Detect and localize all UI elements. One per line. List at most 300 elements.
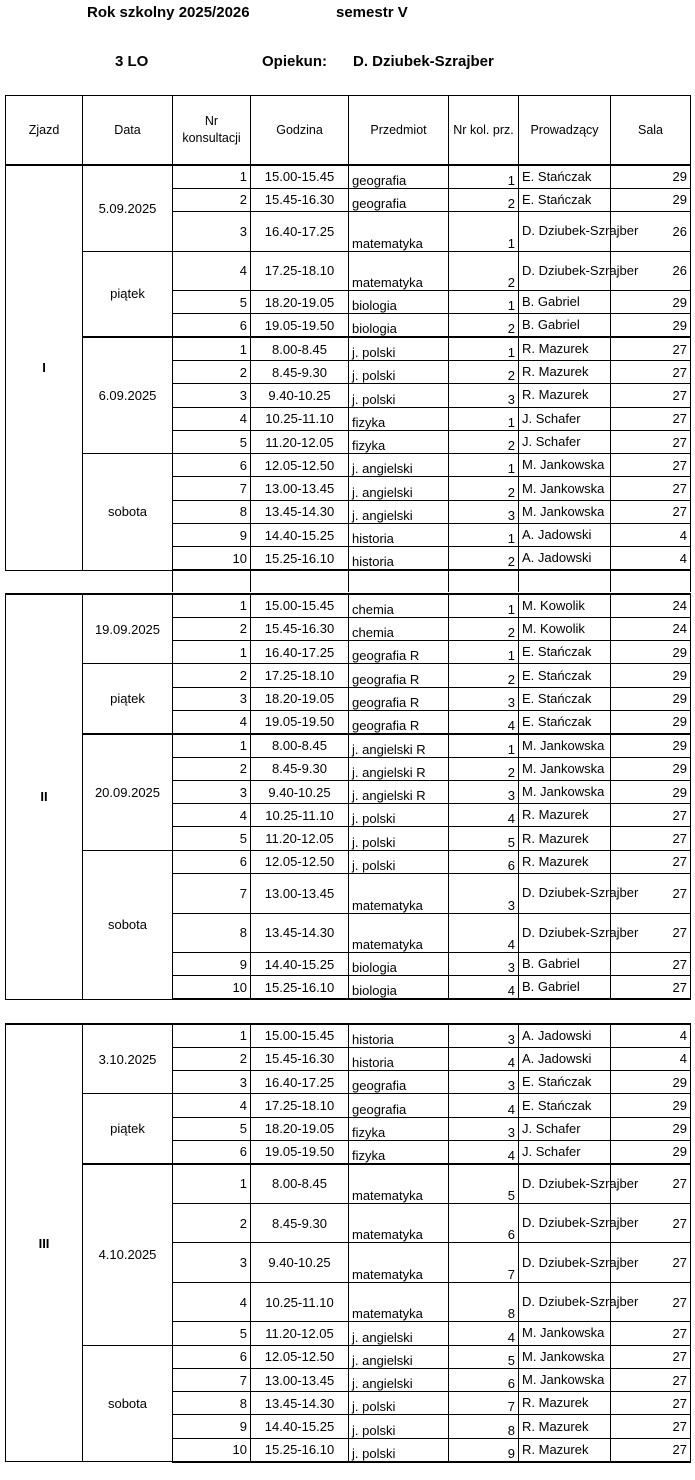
time-cell: 14.40-15.25 bbox=[251, 953, 349, 976]
room-cell: 24 bbox=[611, 617, 691, 640]
subject-hour-number: 1 bbox=[449, 524, 519, 547]
weekday-cell: piątek bbox=[83, 664, 173, 734]
consultation-number: 2 bbox=[173, 188, 251, 211]
subject-cell: geografia R bbox=[349, 664, 449, 687]
time-cell: 19.05-19.50 bbox=[251, 710, 349, 733]
time-cell: 19.05-19.50 bbox=[251, 314, 349, 337]
subject-hour-number: 7 bbox=[449, 1243, 519, 1283]
column-header-nr-kol: Nr kol. prz. bbox=[449, 96, 519, 165]
teacher-cell: J. Schafer bbox=[519, 1140, 611, 1163]
room-cell: 29 bbox=[611, 664, 691, 687]
time-cell: 15.25-16.10 bbox=[251, 1438, 349, 1461]
subject-hour-number: 2 bbox=[449, 477, 519, 500]
spacer-cell bbox=[348, 570, 448, 592]
time-cell: 15.45-16.30 bbox=[251, 617, 349, 640]
consultation-number: 1 bbox=[173, 165, 251, 188]
subject-hour-number: 4 bbox=[449, 710, 519, 733]
weekday-cell: sobota bbox=[83, 454, 173, 570]
teacher-cell: R. Mazurek bbox=[519, 850, 611, 873]
teacher-cell: A. Jadowski bbox=[519, 547, 611, 570]
consultation-number: 2 bbox=[173, 664, 251, 687]
room-cell: 27 bbox=[611, 1282, 691, 1322]
spacer-cell bbox=[82, 570, 172, 592]
teacher-cell: M. Kowolik bbox=[519, 594, 611, 617]
consultation-number: 9 bbox=[173, 1415, 251, 1438]
subject-hour-number: 4 bbox=[449, 1047, 519, 1070]
consultation-number: 5 bbox=[173, 827, 251, 850]
room-cell: 27 bbox=[611, 1243, 691, 1283]
time-cell: 19.05-19.50 bbox=[251, 1140, 349, 1163]
date-cell: 5.09.2025 bbox=[83, 165, 173, 251]
subject-cell: j. angielski R bbox=[349, 757, 449, 780]
consultation-number: 9 bbox=[173, 953, 251, 976]
subject-cell: j. polski bbox=[349, 1438, 449, 1461]
time-cell: 13.45-14.30 bbox=[251, 1392, 349, 1415]
time-cell: 16.40-17.25 bbox=[251, 641, 349, 664]
subject-cell: chemia bbox=[349, 594, 449, 617]
subject-hour-number: 3 bbox=[449, 953, 519, 976]
subject-cell: j. polski bbox=[349, 1415, 449, 1438]
room-cell: 27 bbox=[611, 360, 691, 383]
consultation-number: 3 bbox=[173, 212, 251, 252]
subject-cell: fizyka bbox=[349, 1117, 449, 1140]
subject-hour-number: 4 bbox=[449, 1140, 519, 1163]
spacer-cell bbox=[518, 570, 610, 592]
time-cell: 10.25-11.10 bbox=[251, 804, 349, 827]
time-cell: 13.00-13.45 bbox=[251, 874, 349, 914]
spacer-cell bbox=[610, 570, 690, 592]
subject-cell: j. angielski bbox=[349, 1345, 449, 1368]
time-cell: 16.40-17.25 bbox=[251, 212, 349, 252]
subject-hour-number: 2 bbox=[449, 314, 519, 337]
semester: semestr V bbox=[336, 4, 408, 21]
room-cell: 27 bbox=[611, 976, 691, 999]
tutor-name: D. Dziubek-Szrajber bbox=[353, 53, 494, 70]
room-cell: 29 bbox=[611, 687, 691, 710]
consultation-number: 3 bbox=[173, 780, 251, 803]
subject-hour-number: 6 bbox=[449, 1203, 519, 1243]
schedule-table bbox=[5, 95, 691, 165]
room-cell: 29 bbox=[611, 1117, 691, 1140]
subject-cell: j. polski bbox=[349, 384, 449, 407]
room-cell: 27 bbox=[611, 1322, 691, 1345]
room-cell: 26 bbox=[611, 251, 691, 291]
consultation-number: 4 bbox=[173, 1094, 251, 1117]
subject-hour-number: 1 bbox=[449, 454, 519, 477]
subject-cell: geografia bbox=[349, 1094, 449, 1117]
time-cell: 12.05-12.50 bbox=[251, 1345, 349, 1368]
teacher-cell: R. Mazurek bbox=[519, 1438, 611, 1461]
subject-cell: biologia bbox=[349, 314, 449, 337]
room-cell: 27 bbox=[611, 430, 691, 453]
subject-cell: geografia R bbox=[349, 641, 449, 664]
teacher-cell: D. Dziubek-Szrajber bbox=[519, 1203, 611, 1243]
spacer-cell bbox=[5, 570, 82, 592]
teacher-cell: E. Stańczak bbox=[519, 641, 611, 664]
header-row bbox=[6, 96, 691, 165]
session-label: I bbox=[6, 165, 83, 570]
time-cell: 11.20-12.05 bbox=[251, 430, 349, 453]
subject-hour-number: 1 bbox=[449, 407, 519, 430]
time-cell: 15.00-15.45 bbox=[251, 165, 349, 188]
teacher-cell: R. Mazurek bbox=[519, 804, 611, 827]
subject-cell: j. polski bbox=[349, 337, 449, 360]
teacher-cell: D. Dziubek-Szrajber bbox=[519, 251, 611, 291]
consultation-number: 5 bbox=[173, 1117, 251, 1140]
room-cell: 27 bbox=[611, 1164, 691, 1204]
subject-hour-number: 3 bbox=[449, 500, 519, 523]
room-cell: 27 bbox=[611, 1415, 691, 1438]
teacher-cell: E. Stańczak bbox=[519, 188, 611, 211]
time-cell: 13.45-14.30 bbox=[251, 500, 349, 523]
teacher-cell: E. Stańczak bbox=[519, 687, 611, 710]
consultation-number: 6 bbox=[173, 1140, 251, 1163]
column-header-godzina: Godzina bbox=[251, 96, 349, 165]
room-cell: 27 bbox=[611, 454, 691, 477]
date-cell: 3.10.2025 bbox=[83, 1024, 173, 1094]
room-cell: 27 bbox=[611, 1345, 691, 1368]
time-cell: 15.45-16.30 bbox=[251, 188, 349, 211]
consultation-number: 10 bbox=[173, 1438, 251, 1461]
room-cell: 27 bbox=[611, 1438, 691, 1461]
consultation-number: 5 bbox=[173, 1322, 251, 1345]
subject-cell: biologia bbox=[349, 291, 449, 314]
teacher-cell: R. Mazurek bbox=[519, 1392, 611, 1415]
teacher-cell: D. Dziubek-Szrajber bbox=[519, 1243, 611, 1283]
room-cell: 27 bbox=[611, 1203, 691, 1243]
teacher-cell: R. Mazurek bbox=[519, 827, 611, 850]
teacher-cell: R. Mazurek bbox=[519, 1415, 611, 1438]
subject-hour-number: 4 bbox=[449, 1322, 519, 1345]
room-cell: 4 bbox=[611, 547, 691, 570]
table-row bbox=[6, 1094, 691, 1117]
consultation-number: 5 bbox=[173, 291, 251, 314]
consultation-number: 1 bbox=[173, 594, 251, 617]
time-cell: 17.25-18.10 bbox=[251, 1094, 349, 1117]
subject-cell: matematyka bbox=[349, 913, 449, 953]
time-cell: 8.00-8.45 bbox=[251, 734, 349, 757]
consultation-number: 2 bbox=[173, 1047, 251, 1070]
weekday-cell: piątek bbox=[83, 251, 173, 337]
time-cell: 15.00-15.45 bbox=[251, 1024, 349, 1047]
subject-cell: j. angielski bbox=[349, 1368, 449, 1391]
subject-cell: j. polski bbox=[349, 850, 449, 873]
consultation-number: 4 bbox=[173, 804, 251, 827]
subject-hour-number: 2 bbox=[449, 547, 519, 570]
subject-cell: geografia bbox=[349, 188, 449, 211]
subject-cell: biologia bbox=[349, 976, 449, 999]
spacer-row bbox=[5, 570, 690, 592]
subject-cell: historia bbox=[349, 547, 449, 570]
tutor-label: Opiekun: bbox=[262, 53, 328, 70]
teacher-cell: J. Schafer bbox=[519, 430, 611, 453]
teacher-cell: M. Jankowska bbox=[519, 1368, 611, 1391]
room-cell: 27 bbox=[611, 500, 691, 523]
column-header-przedmiot: Przedmiot bbox=[349, 96, 449, 165]
consultation-number: 2 bbox=[173, 360, 251, 383]
subject-hour-number: 4 bbox=[449, 804, 519, 827]
room-cell: 27 bbox=[611, 913, 691, 953]
subject-hour-number: 4 bbox=[449, 976, 519, 999]
subject-cell: j. polski bbox=[349, 804, 449, 827]
time-cell: 13.45-14.30 bbox=[251, 913, 349, 953]
table-row bbox=[6, 1024, 691, 1047]
subject-hour-number: 1 bbox=[449, 212, 519, 252]
subject-cell: geografia bbox=[349, 1071, 449, 1094]
time-cell: 8.00-8.45 bbox=[251, 337, 349, 360]
subject-hour-number: 1 bbox=[449, 594, 519, 617]
subject-cell: j. polski bbox=[349, 360, 449, 383]
time-cell: 9.40-10.25 bbox=[251, 1243, 349, 1283]
time-cell: 13.00-13.45 bbox=[251, 477, 349, 500]
consultation-number: 1 bbox=[173, 1164, 251, 1204]
subject-hour-number: 1 bbox=[449, 337, 519, 360]
schedule-table bbox=[5, 593, 691, 1000]
weekday-cell: piątek bbox=[83, 1094, 173, 1164]
subject-cell: j. angielski R bbox=[349, 780, 449, 803]
table-row bbox=[6, 664, 691, 687]
time-cell: 10.25-11.10 bbox=[251, 1282, 349, 1322]
room-cell: 29 bbox=[611, 314, 691, 337]
consultation-number: 3 bbox=[173, 1071, 251, 1094]
teacher-cell: A. Jadowski bbox=[519, 524, 611, 547]
teacher-cell: B. Gabriel bbox=[519, 314, 611, 337]
teacher-cell: J. Schafer bbox=[519, 1117, 611, 1140]
room-cell: 4 bbox=[611, 1024, 691, 1047]
time-cell: 17.25-18.10 bbox=[251, 664, 349, 687]
room-cell: 27 bbox=[611, 874, 691, 914]
room-cell: 27 bbox=[611, 1392, 691, 1415]
teacher-cell: M. Jankowska bbox=[519, 780, 611, 803]
teacher-cell: E. Stańczak bbox=[519, 165, 611, 188]
teacher-cell: B. Gabriel bbox=[519, 976, 611, 999]
subject-hour-number: 3 bbox=[449, 1024, 519, 1047]
subject-hour-number: 1 bbox=[449, 291, 519, 314]
room-cell: 26 bbox=[611, 212, 691, 252]
schedule-table bbox=[5, 1023, 691, 1463]
consultation-number: 2 bbox=[173, 617, 251, 640]
time-cell: 8.00-8.45 bbox=[251, 1164, 349, 1204]
consultation-number: 1 bbox=[173, 337, 251, 360]
date-cell: 20.09.2025 bbox=[83, 734, 173, 850]
subject-hour-number: 2 bbox=[449, 360, 519, 383]
subject-hour-number: 7 bbox=[449, 1392, 519, 1415]
table-row bbox=[6, 1164, 691, 1204]
time-cell: 14.40-15.25 bbox=[251, 524, 349, 547]
time-cell: 15.25-16.10 bbox=[251, 547, 349, 570]
room-cell: 29 bbox=[611, 188, 691, 211]
room-cell: 27 bbox=[611, 827, 691, 850]
room-cell: 29 bbox=[611, 165, 691, 188]
consultation-number: 6 bbox=[173, 314, 251, 337]
consultation-number: 6 bbox=[173, 454, 251, 477]
table-row bbox=[6, 734, 691, 757]
teacher-cell: E. Stańczak bbox=[519, 710, 611, 733]
teacher-cell: M. Jankowska bbox=[519, 757, 611, 780]
time-cell: 12.05-12.50 bbox=[251, 454, 349, 477]
subject-hour-number: 3 bbox=[449, 1117, 519, 1140]
room-cell: 27 bbox=[611, 337, 691, 360]
consultation-number: 7 bbox=[173, 874, 251, 914]
room-cell: 27 bbox=[611, 384, 691, 407]
teacher-cell: A. Jadowski bbox=[519, 1047, 611, 1070]
subject-cell: biologia bbox=[349, 953, 449, 976]
subject-cell: j. polski bbox=[349, 1392, 449, 1415]
date-cell: 4.10.2025 bbox=[83, 1164, 173, 1345]
table-row bbox=[6, 454, 691, 477]
subject-cell: matematyka bbox=[349, 1164, 449, 1204]
consultation-number: 4 bbox=[173, 407, 251, 430]
subject-hour-number: 1 bbox=[449, 734, 519, 757]
table-row bbox=[6, 165, 691, 188]
room-cell: 4 bbox=[611, 1047, 691, 1070]
subject-hour-number: 2 bbox=[449, 430, 519, 453]
subject-hour-number: 2 bbox=[449, 188, 519, 211]
room-cell: 27 bbox=[611, 850, 691, 873]
consultation-number: 4 bbox=[173, 251, 251, 291]
teacher-cell: J. Schafer bbox=[519, 407, 611, 430]
time-cell: 17.25-18.10 bbox=[251, 251, 349, 291]
teacher-cell: M. Jankowska bbox=[519, 1345, 611, 1368]
subject-hour-number: 8 bbox=[449, 1282, 519, 1322]
subject-cell: j. angielski bbox=[349, 500, 449, 523]
subject-hour-number: 3 bbox=[449, 1071, 519, 1094]
room-cell: 29 bbox=[611, 641, 691, 664]
spacer-cell bbox=[250, 570, 348, 592]
consultation-number: 7 bbox=[173, 477, 251, 500]
time-cell: 9.40-10.25 bbox=[251, 780, 349, 803]
room-cell: 27 bbox=[611, 953, 691, 976]
subject-cell: j. angielski bbox=[349, 477, 449, 500]
subject-cell: j. polski bbox=[349, 827, 449, 850]
consultation-number: 3 bbox=[173, 687, 251, 710]
consultation-number: 8 bbox=[173, 1392, 251, 1415]
room-cell: 29 bbox=[611, 734, 691, 757]
subject-hour-number: 3 bbox=[449, 780, 519, 803]
consultation-number: 8 bbox=[173, 913, 251, 953]
subject-hour-number: 6 bbox=[449, 1368, 519, 1391]
subject-hour-number: 5 bbox=[449, 1345, 519, 1368]
teacher-cell: M. Kowolik bbox=[519, 617, 611, 640]
subject-cell: matematyka bbox=[349, 1282, 449, 1322]
room-cell: 29 bbox=[611, 1140, 691, 1163]
subject-hour-number: 2 bbox=[449, 617, 519, 640]
consultation-number: 6 bbox=[173, 1345, 251, 1368]
teacher-cell: M. Jankowska bbox=[519, 454, 611, 477]
teacher-cell: R. Mazurek bbox=[519, 384, 611, 407]
weekday-cell: sobota bbox=[83, 850, 173, 999]
time-cell: 12.05-12.50 bbox=[251, 850, 349, 873]
subject-hour-number: 1 bbox=[449, 165, 519, 188]
subject-cell: matematyka bbox=[349, 251, 449, 291]
weekday-cell: sobota bbox=[83, 1345, 173, 1461]
date-cell: 19.09.2025 bbox=[83, 594, 173, 664]
subject-cell: historia bbox=[349, 1024, 449, 1047]
subject-cell: j. angielski bbox=[349, 1322, 449, 1345]
teacher-cell: D. Dziubek-Szrajber bbox=[519, 913, 611, 953]
column-header-sala: Sala bbox=[611, 96, 691, 165]
subject-cell: matematyka bbox=[349, 212, 449, 252]
teacher-cell: D. Dziubek-Szrajber bbox=[519, 874, 611, 914]
room-cell: 27 bbox=[611, 1368, 691, 1391]
room-cell: 24 bbox=[611, 594, 691, 617]
subject-cell: j. angielski R bbox=[349, 734, 449, 757]
subject-hour-number: 2 bbox=[449, 251, 519, 291]
class-name: 3 LO bbox=[115, 53, 149, 70]
subject-cell: historia bbox=[349, 524, 449, 547]
subject-cell: fizyka bbox=[349, 430, 449, 453]
table-row bbox=[6, 337, 691, 360]
column-header-prowadzacy: Prowadzący bbox=[519, 96, 611, 165]
teacher-cell: E. Stańczak bbox=[519, 1071, 611, 1094]
room-cell: 29 bbox=[611, 1071, 691, 1094]
subject-hour-number: 3 bbox=[449, 874, 519, 914]
consultation-number: 1 bbox=[173, 641, 251, 664]
subject-cell: geografia bbox=[349, 165, 449, 188]
consultation-number: 6 bbox=[173, 850, 251, 873]
schedule-table bbox=[5, 570, 691, 592]
time-cell: 15.00-15.45 bbox=[251, 594, 349, 617]
subject-cell: j. angielski bbox=[349, 454, 449, 477]
teacher-cell: E. Stańczak bbox=[519, 664, 611, 687]
subject-hour-number: 6 bbox=[449, 850, 519, 873]
room-cell: 29 bbox=[611, 710, 691, 733]
subject-hour-number: 1 bbox=[449, 641, 519, 664]
teacher-cell: M. Jankowska bbox=[519, 734, 611, 757]
subject-hour-number: 3 bbox=[449, 384, 519, 407]
subject-hour-number: 5 bbox=[449, 827, 519, 850]
time-cell: 15.45-16.30 bbox=[251, 1047, 349, 1070]
consultation-number: 3 bbox=[173, 1243, 251, 1283]
date-cell: 6.09.2025 bbox=[83, 337, 173, 453]
time-cell: 8.45-9.30 bbox=[251, 360, 349, 383]
subject-hour-number: 4 bbox=[449, 1094, 519, 1117]
consultation-number: 5 bbox=[173, 430, 251, 453]
teacher-cell: D. Dziubek-Szrajber bbox=[519, 1282, 611, 1322]
consultation-number: 10 bbox=[173, 547, 251, 570]
time-cell: 8.45-9.30 bbox=[251, 757, 349, 780]
time-cell: 13.00-13.45 bbox=[251, 1368, 349, 1391]
time-cell: 11.20-12.05 bbox=[251, 1322, 349, 1345]
room-cell: 4 bbox=[611, 524, 691, 547]
schedule-table bbox=[5, 164, 691, 571]
consultation-number: 1 bbox=[173, 1024, 251, 1047]
teacher-cell: B. Gabriel bbox=[519, 953, 611, 976]
teacher-cell: M. Jankowska bbox=[519, 1322, 611, 1345]
time-cell: 18.20-19.05 bbox=[251, 1117, 349, 1140]
subject-cell: matematyka bbox=[349, 874, 449, 914]
time-cell: 11.20-12.05 bbox=[251, 827, 349, 850]
room-cell: 29 bbox=[611, 757, 691, 780]
session-label: III bbox=[6, 1024, 83, 1462]
room-cell: 27 bbox=[611, 477, 691, 500]
subject-cell: chemia bbox=[349, 617, 449, 640]
subject-hour-number: 4 bbox=[449, 913, 519, 953]
consultation-number: 9 bbox=[173, 524, 251, 547]
time-cell: 8.45-9.30 bbox=[251, 1203, 349, 1243]
consultation-number: 4 bbox=[173, 710, 251, 733]
subject-cell: matematyka bbox=[349, 1243, 449, 1283]
teacher-cell: R. Mazurek bbox=[519, 337, 611, 360]
teacher-cell: E. Stańczak bbox=[519, 1094, 611, 1117]
column-header-data: Data bbox=[83, 96, 173, 165]
room-cell: 29 bbox=[611, 291, 691, 314]
time-cell: 10.25-11.10 bbox=[251, 407, 349, 430]
time-cell: 9.40-10.25 bbox=[251, 384, 349, 407]
subject-cell: fizyka bbox=[349, 407, 449, 430]
room-cell: 27 bbox=[611, 804, 691, 827]
subject-hour-number: 8 bbox=[449, 1415, 519, 1438]
